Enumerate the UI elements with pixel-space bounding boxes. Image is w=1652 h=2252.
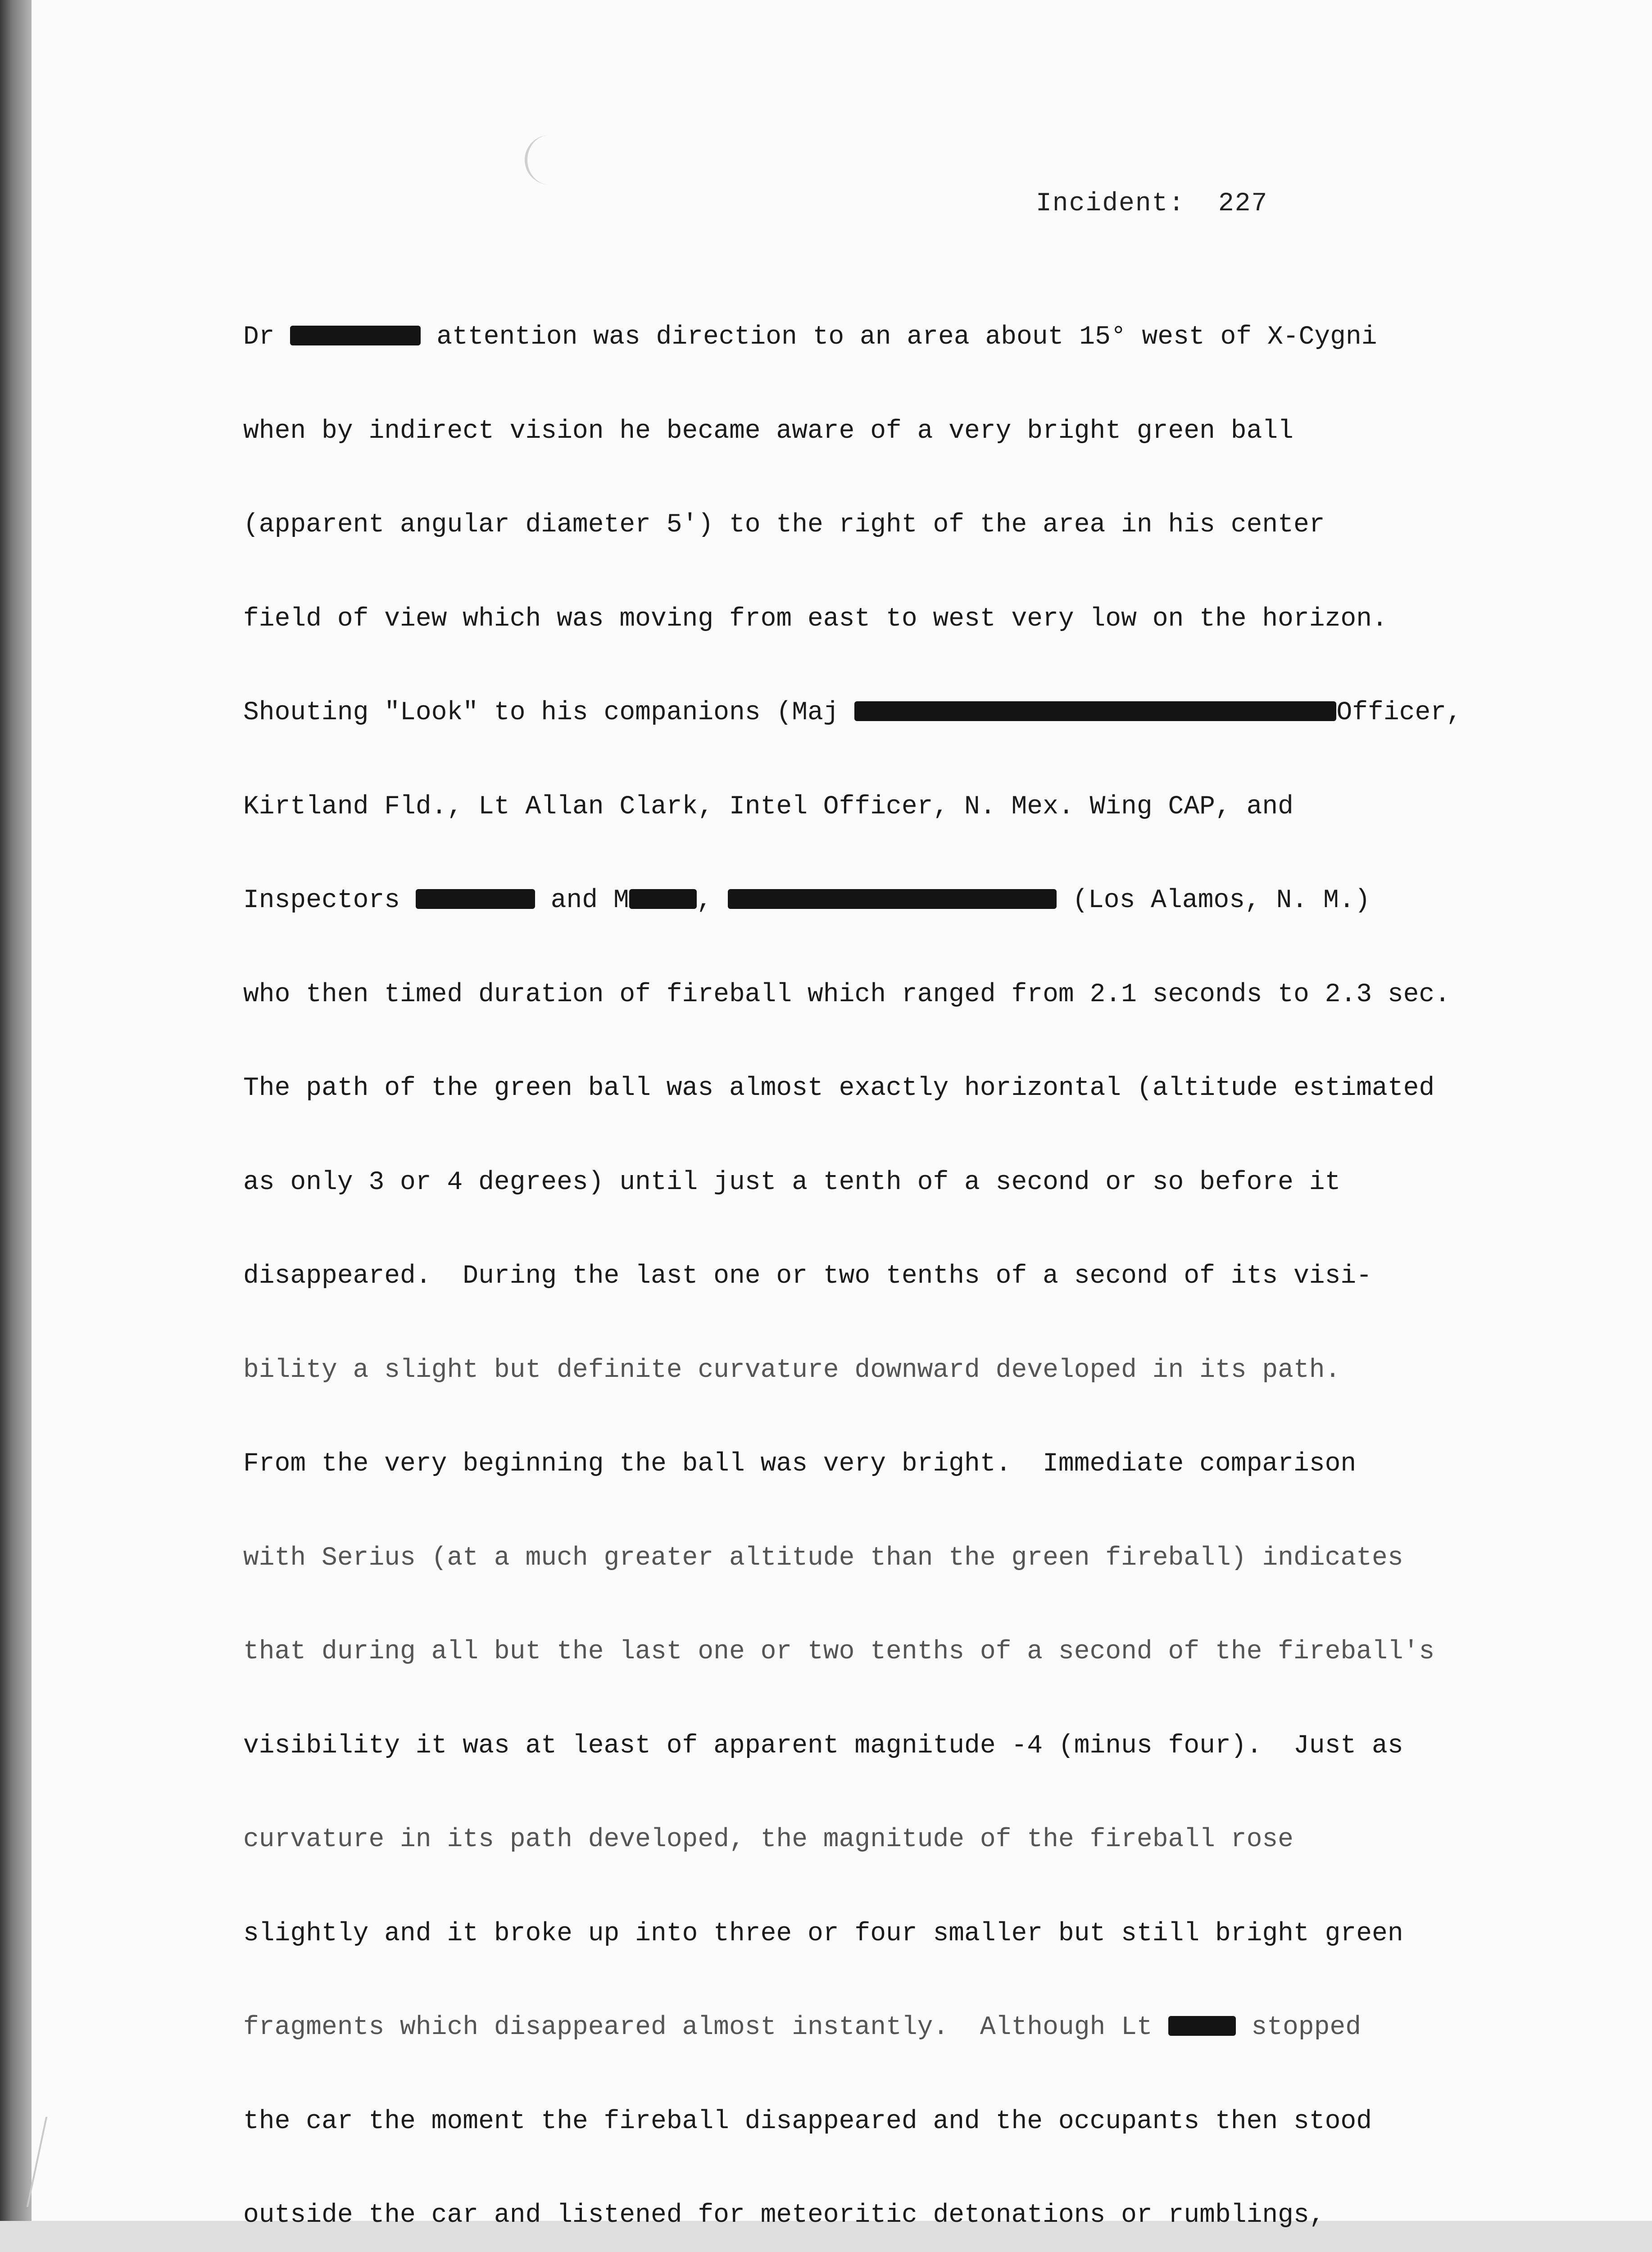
text-line: slightly and it broke up into three or four smaller but still bright green — [243, 1919, 1403, 1948]
report-body — [243, 259, 1495, 2252]
text-line: Inspectors and M , (Los Alamos, N. M.) — [243, 886, 1371, 915]
text-line: when by indirect vision he became aware of a very bright green ball — [243, 416, 1293, 446]
text-line: with Serius (at a much greater altitude than the green fireball) indicates — [243, 1543, 1403, 1573]
text-line: Dr attention was direction to an area about 15° west of X-Cygni — [243, 322, 1377, 352]
redaction-bar — [1168, 2016, 1236, 2036]
text-line: that during all but the last one or two tenths of a second of the fireball's — [243, 1637, 1435, 1666]
redaction-bar — [728, 889, 1057, 909]
text-line: curvature in its path developed, the magnitude of the fireball rose — [243, 1825, 1293, 1854]
text-line: the car the moment the fireball disappeared and the occupants then stood — [243, 2107, 1372, 2136]
text-line: (apparent angular diameter 5') to the right of the area in his center — [243, 510, 1325, 540]
text-line: visibility it was at least of apparent magnitude -4 (minus four). Just as — [243, 1731, 1403, 1761]
incident-number: Incident: 227 — [1036, 189, 1268, 218]
text-line: Shouting "Look" to his companions (Maj Officer, — [243, 698, 1462, 727]
paper-mark — [525, 135, 554, 185]
text-line: From the very beginning the ball was very bright. Immediate comparison — [243, 1449, 1357, 1479]
text-line: The path of the green ball was almost exactly horizontal (altitude estimated — [243, 1074, 1435, 1103]
redaction-bar — [629, 889, 697, 909]
text-line: field of view which was moving from east to west very low on the horizon. — [243, 604, 1388, 634]
text-line: who then timed duration of fireball which ranged from 2.1 seconds to 2.3 sec. — [243, 980, 1451, 1009]
text-line: fragments which disappeared almost instantly. Although Lt stopped — [243, 2013, 1361, 2042]
redaction-bar — [290, 326, 421, 345]
text-line: Kirtland Fld., Lt Allan Clark, Intel Officer, N. Mex. Wing CAP, and — [243, 792, 1293, 822]
redaction-bar — [416, 889, 535, 909]
redaction-bar — [854, 701, 1336, 721]
text-line: disappeared. During the last one or two tenths of a second of its visi- — [243, 1262, 1372, 1291]
text-line: as only 3 or 4 degrees) until just a tenth of a second or so before it — [243, 1167, 1341, 1197]
scan-left-edge — [0, 0, 32, 2221]
text-line: bility a slight but definite curvature downward developed in its path. — [243, 1355, 1341, 1385]
text-line: outside the car and listened for meteoritic detonations or rumblings, — [243, 2201, 1325, 2230]
